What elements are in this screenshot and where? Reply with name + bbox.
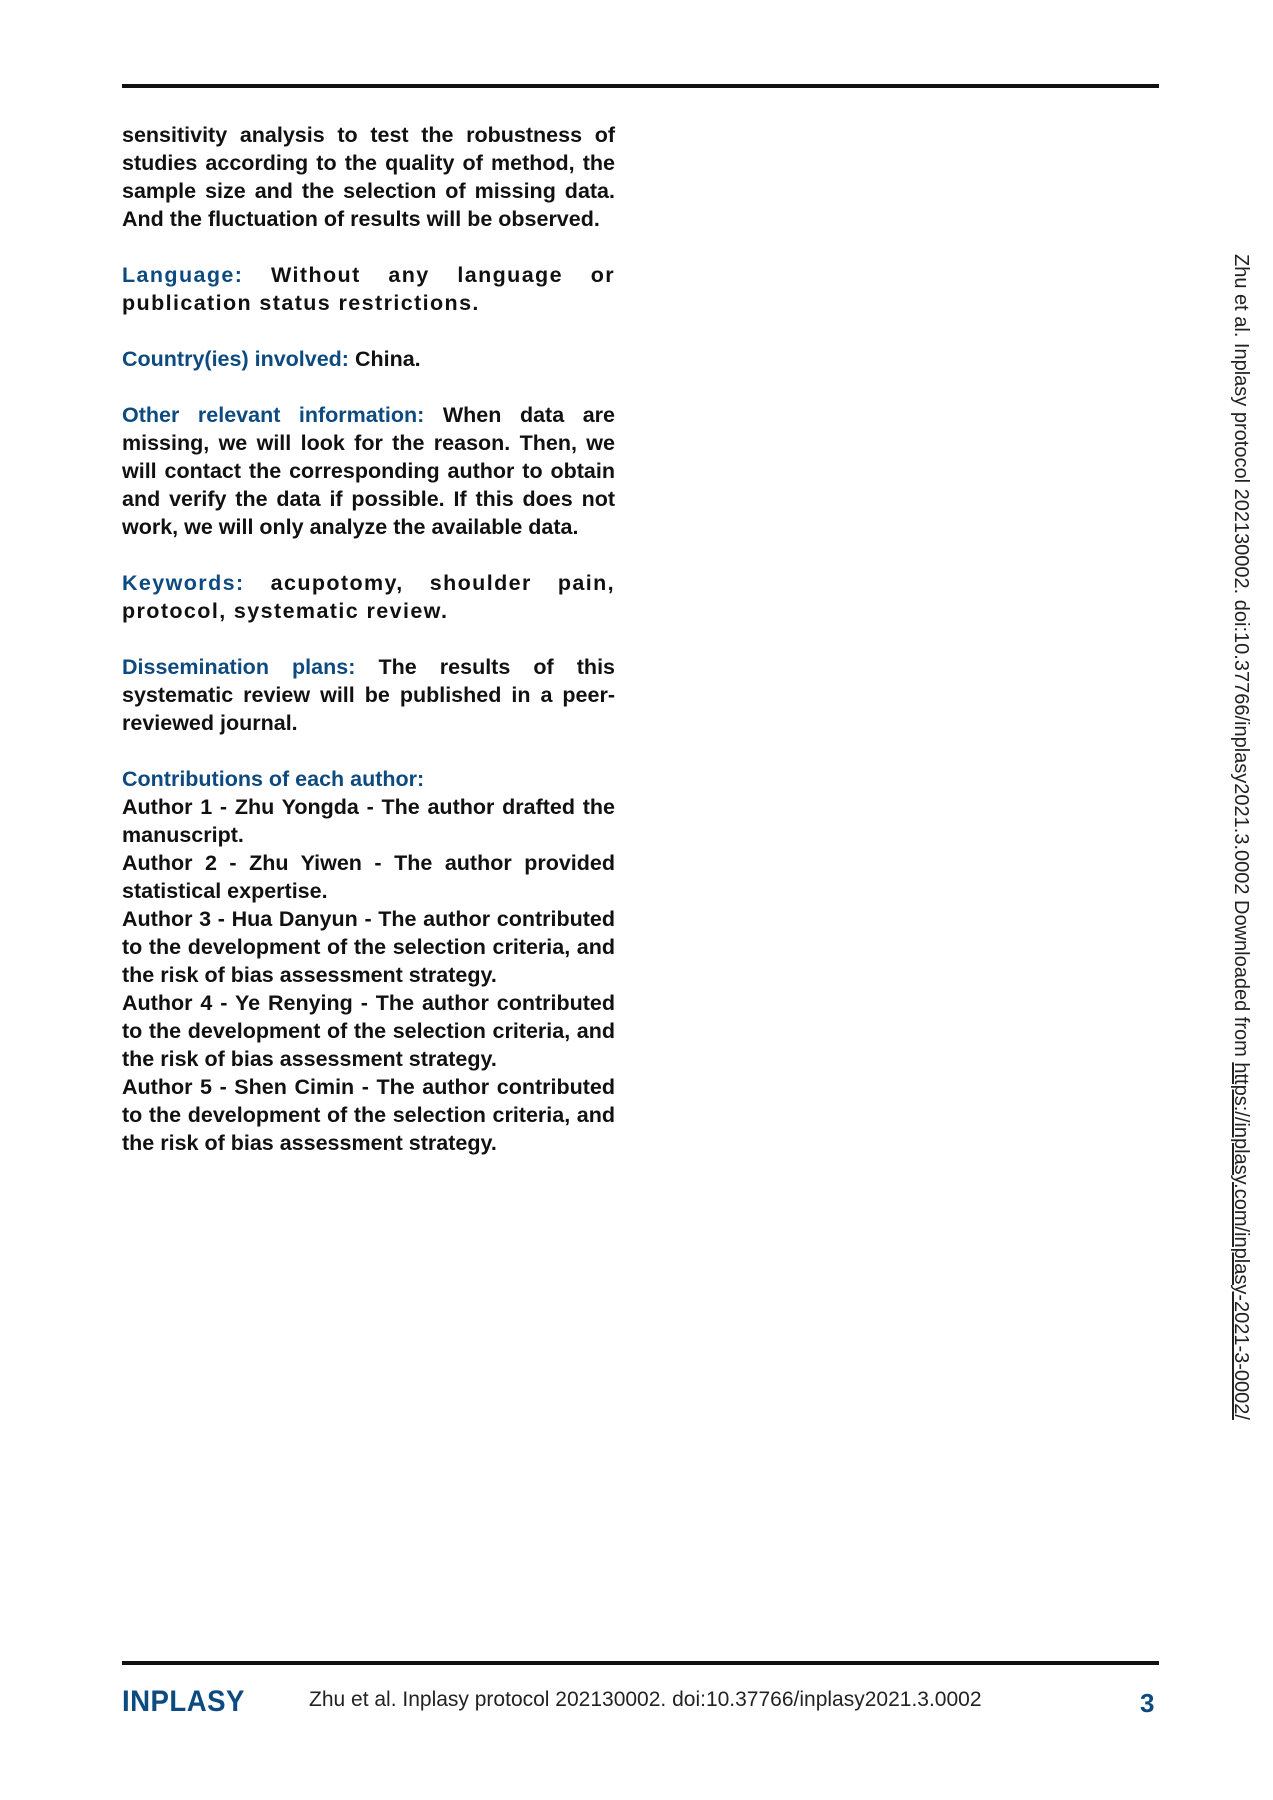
- section-text: The results of this systematic review will be published in a peer-reviewed journal.: [122, 655, 616, 735]
- section-label: Keywords:: [122, 571, 245, 595]
- section-label: Other relevant information:: [122, 403, 425, 427]
- body-column: [122, 121, 615, 1157]
- section-countries: [122, 345, 615, 373]
- header-rule: [122, 84, 1159, 88]
- author-contribution: Author 1 - Zhu Yongda - The author drafted the manuscript.: [122, 795, 615, 847]
- author-contribution: Author 4 - Ye Renying - The author contributed to the development of the selection criteria, and the risk of bias assessment strategy.: [122, 991, 615, 1071]
- side-note-text: Zhu et al. Inplasy protocol 202130002. doi:10.37766/inplasy2021.3.0002 Downloaded from: [1230, 254, 1252, 1063]
- footer-citation: Zhu et al. Inplasy protocol 202130002. doi:10.37766/inplasy2021.3.0002: [309, 1688, 982, 1711]
- section-other-information: [122, 401, 615, 541]
- author-contribution: Author 5 - Shen Cimin - The author contributed to the development of the selection criteria, and the risk of bias assessment strategy.: [122, 1075, 615, 1155]
- page-number: 3: [1140, 1688, 1155, 1718]
- author-contribution: Author 3 - Hua Danyun - The author contributed to the development of the selection criteria, and the risk of bias assessment strategy.: [122, 907, 615, 987]
- contributions-title: Contributions of each author:: [122, 767, 425, 791]
- section-label: Country(ies) involved:: [122, 347, 349, 371]
- intro-paragraph: sensitivity analysis to test the robustness of studies according to the quality of method, the sample size and the selection of missing data. And the fluctuation of results will be observed.: [122, 123, 615, 231]
- footer-rule: [122, 1661, 1159, 1665]
- section-text: Without any language or publication status restrictions.: [122, 263, 615, 315]
- section-keywords: [122, 569, 615, 625]
- footer-brand-logo: INPLASY: [122, 1685, 245, 1718]
- section-contributions: [122, 765, 615, 1157]
- download-link[interactable]: https://inplasy.com/inplasy-2021-3-0002/: [1230, 1062, 1252, 1420]
- section-label: Language:: [122, 263, 244, 287]
- section-language: [122, 261, 615, 317]
- author-contribution: Author 2 - Zhu Yiwen - The author provided statistical expertise.: [122, 851, 615, 903]
- section-text: China.: [348, 347, 421, 371]
- section-label: Dissemination plans:: [122, 655, 356, 679]
- section-dissemination: [122, 653, 615, 737]
- section-text: When data are missing, we will look for the reason. Then, we will contact the corresponding author to obtain and verify the data if possible. If this does not work, we will only analyze the available data.: [122, 403, 615, 539]
- section-text: acupotomy, shoulder pain, protocol, systematic review.: [122, 571, 615, 623]
- download-side-note: [1229, 254, 1252, 1420]
